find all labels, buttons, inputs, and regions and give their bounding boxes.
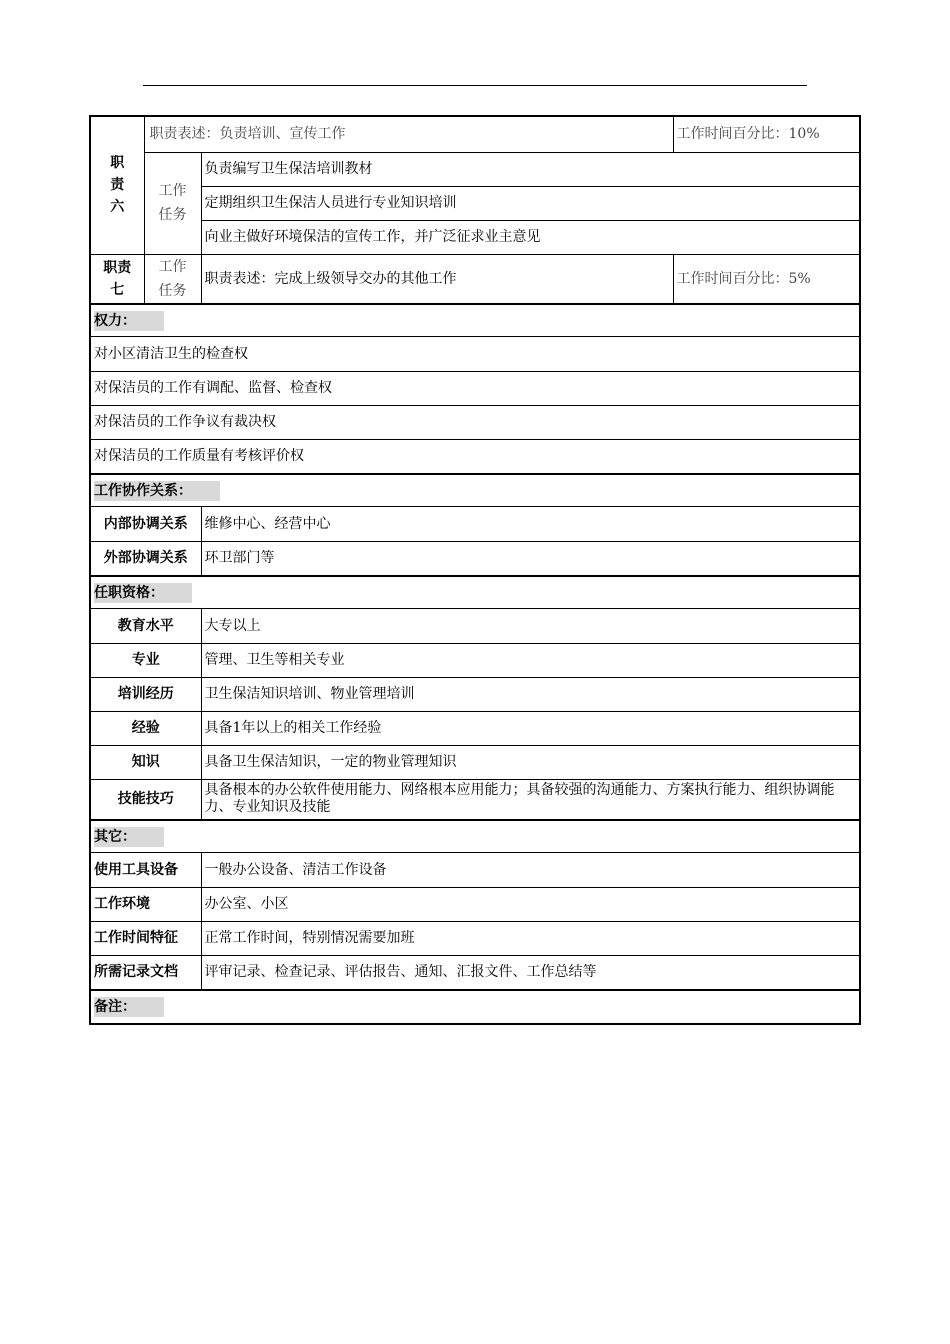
- duty6-percent: 工作时间百分比：10%: [673, 117, 859, 152]
- cooperation-label: 内部协调关系: [91, 507, 201, 541]
- qualification-label: 技能技巧: [91, 779, 201, 819]
- other-value: 一般办公设备、清洁工作设备: [201, 853, 859, 887]
- cooperation-label: 外部协调关系: [91, 541, 201, 575]
- duties-block: [89, 115, 861, 305]
- qualification-label: 专业: [91, 643, 201, 677]
- duty7-statement: 职责表述：完成上级领导交办的其他工作: [201, 254, 673, 303]
- other-value: 正常工作时间，特别情况需要加班: [201, 921, 859, 955]
- other-label: 使用工具设备: [91, 853, 201, 887]
- other-block: [89, 821, 861, 991]
- qualification-value: 管理、卫生等相关专业: [201, 643, 859, 677]
- other-value: 评审记录、检查记录、评估报告、通知、汇报文件、工作总结等: [201, 955, 859, 989]
- authority-title: 权力：: [91, 305, 859, 337]
- qualification-value: 具备卫生保洁知识，一定的物业管理知识: [201, 745, 859, 779]
- duty7-percent: 工作时间百分比：5%: [673, 254, 859, 303]
- job-description-table: [89, 115, 861, 1025]
- duty7-tasks-label: 工作 任务: [144, 254, 201, 303]
- duty7-label: 职责 七: [91, 254, 144, 303]
- other-title: 其它：: [91, 821, 859, 853]
- duty6-statement: 职责表述：负责培训、宣传工作: [144, 117, 673, 152]
- remarks-title: 备注：: [91, 991, 859, 1023]
- qualification-value: 卫生保洁知识培训、物业管理培训: [201, 677, 859, 711]
- authority-block: [89, 305, 861, 475]
- authority-item: 对保洁员的工作有调配、监督、检查权: [91, 371, 859, 405]
- other-label: 工作环境: [91, 887, 201, 921]
- qualification-label: 经验: [91, 711, 201, 745]
- authority-item: 对保洁员的工作争议有裁决权: [91, 405, 859, 439]
- cooperation-value: 维修中心、经营中心: [201, 507, 859, 541]
- other-value: 办公室、小区: [201, 887, 859, 921]
- duty6-task: 向业主做好环境保洁的宣传工作，并广泛征求业主意见: [201, 220, 859, 254]
- authority-item: 对保洁员的工作质量有考核评价权: [91, 439, 859, 473]
- qualification-label: 教育水平: [91, 609, 201, 643]
- qualification-label: 培训经历: [91, 677, 201, 711]
- duty6-task: 定期组织卫生保洁人员进行专业知识培训: [201, 186, 859, 220]
- qualification-title: 任职资格：: [91, 577, 859, 609]
- qualification-value: 具备1年以上的相关工作经验: [201, 711, 859, 745]
- other-label: 所需记录文档: [91, 955, 201, 989]
- header-rule: [143, 85, 807, 86]
- cooperation-value: 环卫部门等: [201, 541, 859, 575]
- remarks-block: [89, 991, 861, 1025]
- qualification-block: [89, 577, 861, 821]
- qualification-label: 知识: [91, 745, 201, 779]
- cooperation-title: 工作协作关系：: [91, 475, 859, 507]
- qualification-value: 具备根本的办公软件使用能力、网络根本应用能力；具备较强的沟通能力、方案执行能力、组织协调能力、专业知识及技能: [201, 779, 859, 819]
- cooperation-block: [89, 475, 861, 577]
- duty6-label: 职 责 六: [91, 117, 144, 254]
- duty6-task: 负责编写卫生保洁培训教材: [201, 152, 859, 186]
- duty6-tasks-label: 工作 任务: [144, 152, 201, 254]
- other-label: 工作时间特征: [91, 921, 201, 955]
- authority-item: 对小区清洁卫生的检查权: [91, 337, 859, 371]
- qualification-value: 大专以上: [201, 609, 859, 643]
